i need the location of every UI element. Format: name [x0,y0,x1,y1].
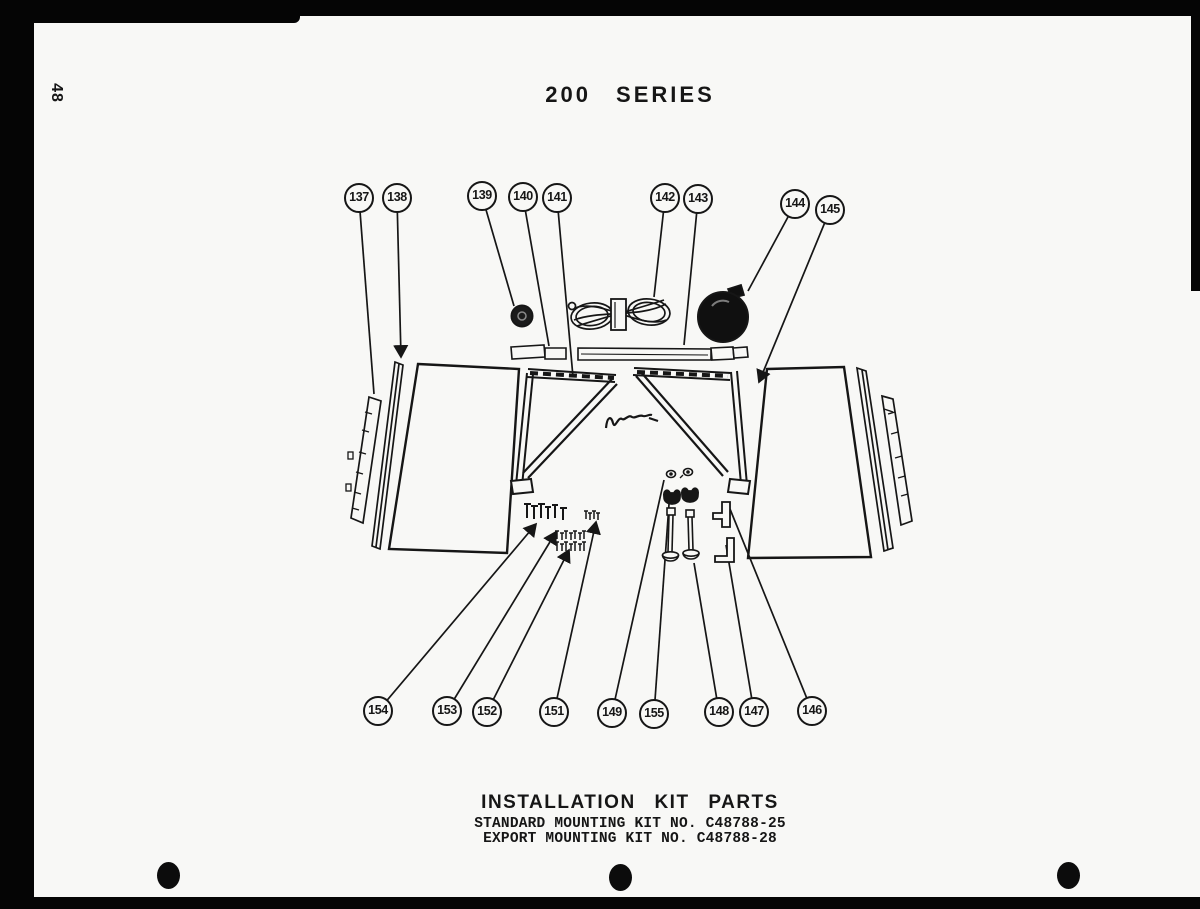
callout-147: 147 [739,697,769,727]
series-title: 200 SERIES [545,82,715,107]
punch-hole-left [157,862,180,889]
angle-bracket-lower [715,538,734,562]
callout-139: 139 [467,181,497,211]
footer-title: INSTALLATION KIT PARTS [481,792,779,813]
page-number: 48 [47,83,65,103]
screw-row-upper [555,531,586,540]
gasket-strip-squiggle [606,415,658,428]
callout-142: 142 [650,183,680,213]
tubing-coil [569,297,672,331]
callout-151: 151 [539,697,569,727]
callout-140: 140 [508,182,538,212]
cap-nuts [667,469,693,479]
angle-bracket-upper [713,502,730,527]
wing-nuts [664,488,698,504]
window-panel-left [389,364,519,553]
callout-152: 152 [472,697,502,727]
punch-hole-center [609,864,632,891]
mounting-channel-left [346,397,381,523]
top-mounting-rail [511,345,748,360]
callout-141: 141 [542,183,572,213]
tape-roll [698,285,748,342]
callout-155: 155 [639,699,669,729]
seal-grommet [512,306,533,327]
screw-set-large [524,504,567,520]
export-kit-number: EXPORT MOUNTING KIT NO. C48788-28 [483,831,777,847]
callout-138: 138 [382,183,412,213]
screw-set-small [584,511,600,520]
callout-154: 154 [363,696,393,726]
standard-kit-number: STANDARD MOUNTING KIT NO. C48788-25 [474,816,786,832]
callout-148: 148 [704,697,734,727]
punch-hole-right [1057,862,1080,889]
support-frame [511,368,750,494]
callout-143: 143 [683,184,713,214]
callout-149: 149 [597,698,627,728]
callout-145: 145 [815,195,845,225]
screw-row-lower [555,542,586,551]
callout-146: 146 [797,696,827,726]
window-panel-right [748,367,871,558]
callout-153: 153 [432,696,462,726]
callout-144: 144 [780,189,810,219]
callout-137: 137 [344,183,374,213]
